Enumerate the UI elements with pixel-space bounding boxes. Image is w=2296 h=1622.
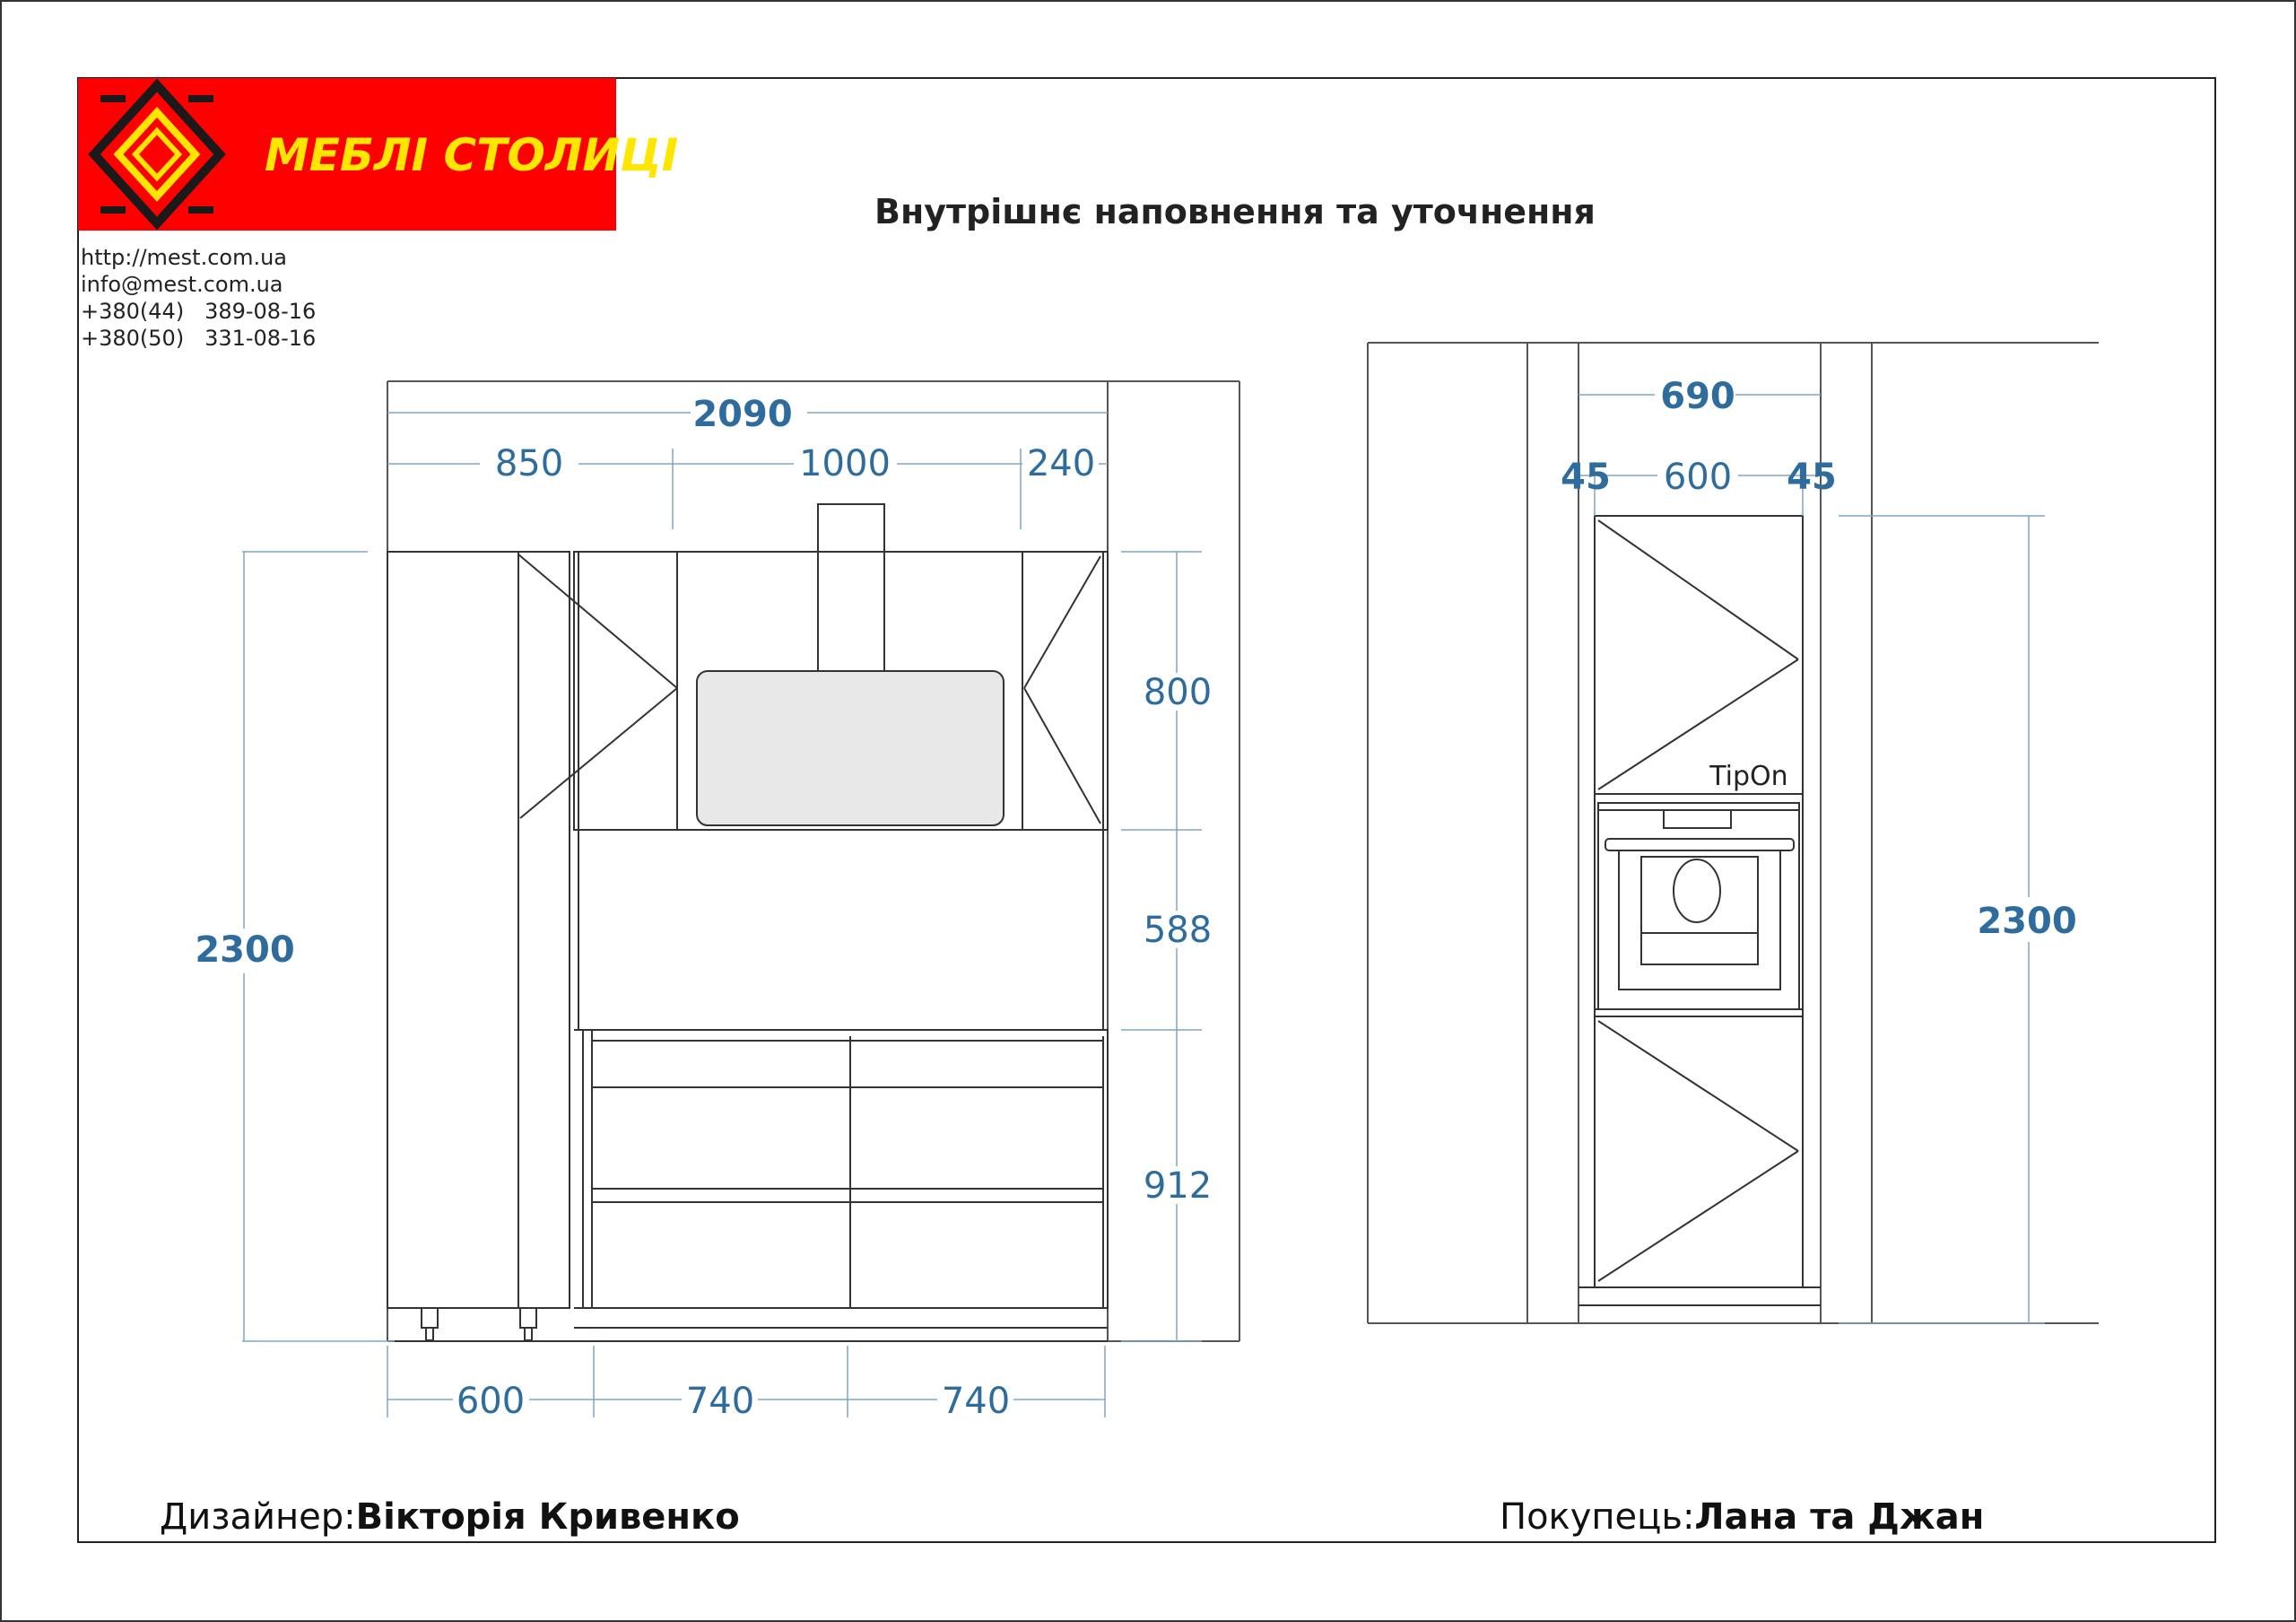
page-title: Внутрішнє наповнення та уточнення [874,192,1596,231]
tall-oven-cabinet [1595,516,1803,1287]
base-cabinet-height: 912 [1143,1165,1213,1207]
tall-column-cabinet [387,552,570,1308]
designer-label: Дизайнер: [160,1496,356,1538]
front-dimensions [242,413,1202,1417]
width-dimension-right: 240 [1026,443,1096,484]
height-dimension: 2300 [195,929,295,971]
width-dimension-middle: 1000 [799,443,891,484]
company-logo [78,78,678,231]
range-hood [697,671,1004,825]
designer-name: Вікторія Кривенко [355,1496,740,1538]
side-dimensions [1578,395,2045,1323]
company-name: МЕБЛІ СТОЛИЦІ [265,129,679,181]
upper-cabinet-height: 800 [1143,672,1213,713]
built-in-oven [1598,803,1799,1009]
contact-email: info@mest.com.ua [81,272,283,297]
outer-border [1,1,2295,1621]
contact-phone-2: +380(50) 331-08-16 [81,326,317,351]
side-height-dimension: 2300 [1977,901,2077,942]
customer-name: Лана та Джан [1694,1496,1985,1538]
width-dimension-left: 850 [494,443,564,484]
side-right-offset: 45 [1787,457,1837,498]
bottom-width-base-left: 740 [685,1381,755,1422]
customer-label: Покупець: [1500,1496,1695,1538]
contact-phone-1: +380(44) 389-08-16 [81,299,317,324]
side-inner-width: 600 [1663,457,1733,498]
side-overall-width: 690 [1660,376,1735,417]
front-view [387,381,1239,1341]
tipon-label: TipOn [1709,761,1788,792]
hood-chimney [818,504,884,552]
backsplash-height: 588 [1143,910,1213,951]
contact-website: http://mest.com.ua [81,245,288,270]
overall-width-dimension: 2090 [692,394,793,435]
bottom-width-column: 600 [456,1381,526,1422]
side-left-offset: 45 [1561,457,1611,498]
designer-credit [160,1496,740,1538]
bottom-width-base-right: 740 [941,1381,1011,1422]
customer-credit [1500,1496,1984,1538]
base-cabinets [583,1030,1108,1308]
